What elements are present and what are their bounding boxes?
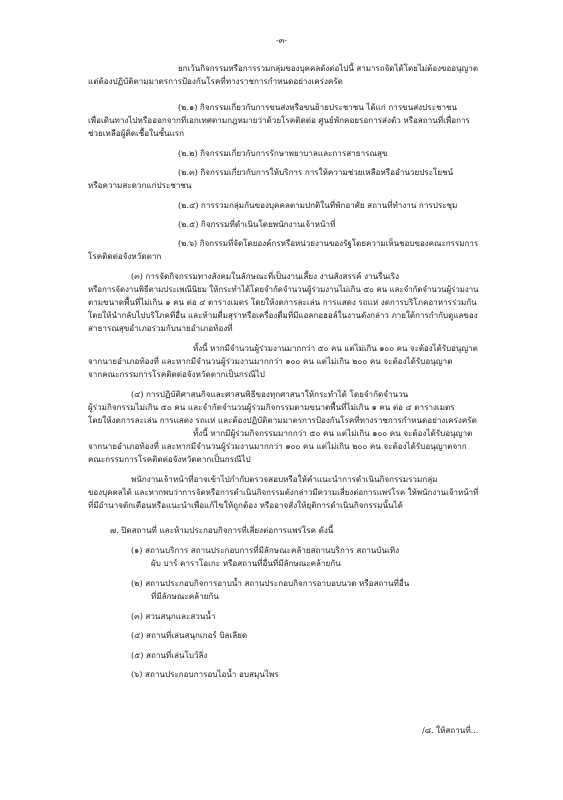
text-line: (๑) สถานบริการ สถานประกอบการที่มีลักษณะคล้ายสถานบริการ สถานบันเทิง [131, 545, 400, 555]
text-line: (๕) สถานที่เล่นโบว์ลิ่ง [131, 650, 208, 660]
text-line: (๔) การปฏิบัติศาสนกิจและศาสนพิธีของทุกศาสนาให้กระทำได้ โดยจำกัดจำนวน [131, 389, 409, 399]
text-line: ๗. ปิดสถานที่ และห้ามประกอบกิจการที่เสี่ยงต่อการแพร่โรค ดังนี้ [110, 525, 334, 535]
text-line: หรือความสะดวกแก่ประชาชน [88, 180, 192, 190]
text-line: ช่วยเหลือผู้ติดเชื้อในชั้นแรก [88, 128, 185, 138]
text-line: โรคติดต่อจังหวัดตาก [88, 251, 162, 261]
text-line: เพื่อเดินทางไปหรือออกจากที่เอกเทศตามกฎหมายว่าด้วยโรคติดต่อ ศูนย์พักคอยรอการส่งตัว หรือสถานที่เพื่อการ [88, 115, 470, 125]
text-line: พนักงานเจ้าหน้าที่อาจเข้าไปกำกับตรวจสอบหรือให้คำแนะนำการดำเนินกิจกรรมรวมกลุ่ม [131, 474, 438, 484]
text-line: จากคณะกรรมการโรคติดต่อจังหวัดตากเป็นกรณีไป [88, 369, 265, 379]
text-line: แต่ต้องปฏิบัติตามมาตรการป้องกันโรคที่ทางราชการกำหนดอย่างเคร่งครัด [88, 76, 343, 86]
text-line: จากนายอำเภอท้องที่ และหากมีจำนวนผู้ร่วมงานมากกว่า ๑๐๐ คน แต่ไม่เกิน ๒๐๐ คน จะต้องได้รับอนุญาต [88, 356, 453, 366]
text-line: ที่มีอำนาจตักเตือนหรือแนะนำเพื่อแก้ไขให้ถูกต้อง หรืออาจสั่งให้ยุติการดำเนินกิจกรรมนั้นได้ [88, 500, 403, 510]
text-line: (๓) สวนสนุกและสวนน้ำ [131, 611, 216, 621]
text-line: หรือการจัดงานพิธีตามประเพณีนิยม ให้กระทำได้โดยจำกัดจำนวนผู้ร่วมงานไม่เกิน ๕๐ คน และจำกัดจำนวนผู้ร่วมงาน [88, 284, 479, 294]
text-line: ทั้งนี้ หากมีผู้ร่วมกิจกรรมมากกว่า ๕๐ คน แต่ไม่เกิน ๑๐๐ คน จะต้องได้รับอนุญาต [193, 428, 473, 438]
text-line: /๘. ให้สถานที่... [422, 725, 479, 735]
text-line: โดยให้นำกลับไปบริโภคที่อื่น และห้ามดื่มสุราหรือเครื่องดื่มที่มีแอลกอฮอล์ในงานดังกล่าว ภายใต้การกำกับดูแลของ [88, 310, 478, 320]
text-line: (๒.๖) กิจกรรมที่จัดโดยองค์กรหรือหน่วยงานของรัฐโดยความเห็นชอบของคณะกรรมการ [178, 238, 479, 248]
text-line: (๒) สถานประกอบกิจการอาบน้ำ สถานประกอบกิจการอาบอบนวด หรือสถานที่อื่น [131, 578, 410, 588]
text-line: โดยให้งดการละเล่น การแสดง รถแห่ และต้องปฏิบัติตามมาตรการป้องกันโรคที่ทางราชการกำหนดอย่างเคร่งครัด [88, 415, 477, 425]
text-line: ของบุคคลได้ และหากพบว่าการจัดหรือการดำเนินกิจกรรมดังกล่าวมีความเสี่ยงต่อการแพร่โรค ให้พนักงานเจ้าหน้าที่ [88, 487, 479, 497]
text-line: คณะกรรมการโรคติดต่อจังหวัดตากเป็นกรณีไป [88, 454, 251, 464]
text-line: (๒.๓) กิจกรรมเกี่ยวกับการให้บริการ การให้ความช่วยเหลือหรืออำนวยประโยชน์ [178, 167, 454, 177]
text-line: ยกเว้นกิจกรรมหรือการรวมกลุ่มของบุคคลดังต่อไปนี้ สามารถจัดได้โดยไม่ต้องขออนุญาต [178, 63, 479, 73]
text-line: (๒.๑) กิจกรรมเกี่ยวกับการขนส่งหรือขนย้ายประชาชน ได้แก่ การขนส่งประชาชน [178, 102, 458, 112]
text-line: (๖) สถานประกอบการอบไอน้ำ อบสมุนไพร [131, 669, 279, 679]
text-line: ตามขนาดพื้นที่ไม่เกิน ๑ คน ต่อ ๔ ตารางเมตร โดยให้งดการละเล่น การแสดง รถแห่ งดการบริโภคอาหารร่วมกัน [88, 297, 477, 307]
text-line: สาธารณสุขอำเภอร่วมกับนายอำเภอท้องที่ [88, 323, 233, 333]
text-line: ทั้งนี้ หากมีจำนวนผู้ร่วมงานมากกว่า ๕๐ คน แต่ไม่เกิน ๑๐๐ คน จะต้องได้รับอนุญาต [193, 343, 478, 353]
page-number: -๓- [275, 35, 287, 45]
text-line: (๒.๒) กิจกรรมเกี่ยวกับการรักษาพยาบาลและการสาธารณสุข [178, 148, 388, 158]
text-line: (๒.๕) กิจกรรมที่ดำเนินโดยพนักงานเจ้าหน้าที่ [178, 219, 336, 229]
text-line: ผู้ร่วมกิจกรรมไม่เกิน ๕๐ คน และจำกัดจำนวนผู้ร่วมกิจกรรมตามขนาดพื้นที่ไม่เกิน ๑ คน ต่อ ๔ ตารางเมตร [88, 402, 455, 412]
text-line: ผับ บาร์ คาราโอเกะ หรือสถานที่อื่นที่มีลักษณะคล้ายกัน [151, 558, 341, 568]
text-line: (๔) สถานที่เล่นสนุกเกอร์ บิลเลียด [131, 630, 248, 640]
text-line: จากนายอำเภอท้องที่ และหากมีจำนวนผู้ร่วมงานมากกว่า ๑๐๐ คน แต่ไม่เกิน ๒๐๐ คน จะต้องได้รับอนุญาตจาก [88, 441, 467, 451]
text-line: (๓) การจัดกิจกรรมทางสังคมในลักษณะที่เป็นงานเลี้ยง งานสังสรรค์ งานรื่นเริง [131, 271, 400, 281]
text-line: (๒.๔) การรวมกลุ่มกันของบุคคลตามปกติในที่พักอาศัย สถานที่ทำงาน การประชุม [178, 200, 458, 210]
text-line: ที่มีลักษณะคล้ายกัน [151, 591, 219, 601]
